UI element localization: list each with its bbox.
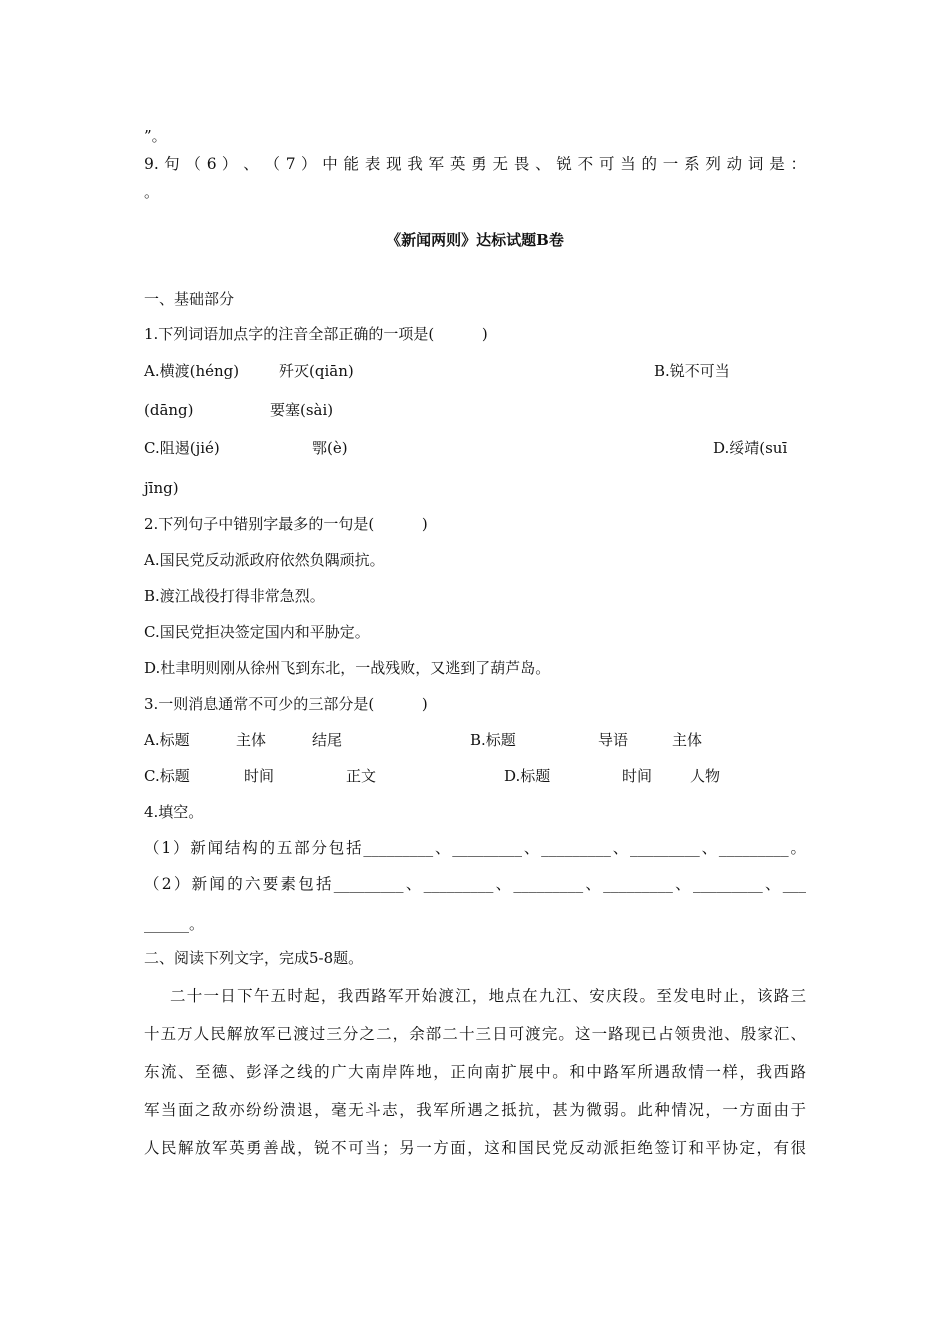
q1-option-d: D.绥靖(suī: [713, 439, 788, 457]
q1-option-c-word2: 鄂(è): [312, 439, 348, 457]
q1-option-b-pinyin: (dāng): [144, 401, 194, 419]
question-9-end: 。: [144, 183, 160, 201]
page-title: 《新闻两则》达标试题B卷: [386, 231, 564, 249]
q3-option-d-item3: 人物: [690, 767, 721, 785]
q3-option-c-item2: 时间: [244, 767, 275, 785]
q2-option-b: B.渡江战役打得非常急烈。: [144, 587, 325, 605]
q2-option-a: A.国民党反动派政府依然负隅顽抗。: [144, 551, 385, 569]
passage-line: 十五万人民解放军已渡过三分之二，余部二十三日可渡完。这一路现已占领贵池、殷家汇、: [144, 1025, 806, 1043]
question-9-text: 9. 句 （ 6 ） 、 （ 7 ） 中 能 表 现 我 军 英 勇 无 畏 、 锐 不 可 当 的 一 系 列 动 词 是 ：: [144, 155, 806, 173]
passage-line: 东流、至德、彭泽之线的广大南岸阵地，正向南扩展中。和中路军所遇敌情一样，我西路: [144, 1063, 806, 1081]
q3-option-b-item2: 导语: [598, 731, 629, 749]
q3-option-a-item3: 结尾: [312, 731, 343, 749]
quote-end: ”。: [144, 127, 167, 145]
q4-blank-line-3: ______。: [144, 915, 205, 933]
q1-option-c: C.阻遏(jié): [144, 439, 220, 457]
q1-option-a-word2: 歼灭(qiān): [279, 362, 354, 380]
q1-option-b-word2: 要塞(sài): [270, 401, 334, 419]
q3-option-a-label: A.标题: [144, 731, 190, 749]
passage-line: 二十一日下午五时起，我西路军开始渡江，地点在九江、安庆段。至发电时止，该路三: [170, 987, 806, 1005]
q1-option-b: B.锐不可当: [654, 362, 730, 380]
q3-option-d-label: D.标题: [504, 767, 551, 785]
q3-option-b-item3: 主体: [672, 731, 703, 749]
question-2-stem: 2.下列句子中错别字最多的一句是( ): [144, 515, 428, 533]
section-2-heading: 二、阅读下列文字，完成5-8题。: [144, 949, 364, 967]
q3-option-b-label: B.标题: [470, 731, 516, 749]
q4-blank-line-1: （1）新闻结构的五部分包括_________、_________、_________、_________、_________。: [144, 839, 806, 857]
q2-option-c: C.国民党拒决签定国内和平胁定。: [144, 623, 370, 641]
passage-line: 军当面之敌亦纷纷溃退，毫无斗志，我军所遇之抵抗，甚为微弱。此种情况，一方面由于: [144, 1101, 806, 1119]
question-1-stem: 1.下列词语加点字的注音全部正确的一项是( ): [144, 325, 488, 343]
question-4-stem: 4.填空。: [144, 803, 204, 821]
passage-line: 人民解放军英勇善战，锐不可当；另一方面，这和国民党反动派拒绝签订和平协定，有很: [144, 1139, 806, 1157]
q3-option-c-item3: 正文: [346, 767, 377, 785]
q1-option-a: A.横渡(héng): [144, 362, 240, 380]
q2-option-d: D.杜聿明则刚从徐州飞到东北，一战残败，又逃到了葫芦岛。: [144, 659, 551, 677]
q3-option-d-item2: 时间: [622, 767, 653, 785]
q3-option-a-item2: 主体: [236, 731, 267, 749]
section-1-heading: 一、基础部分: [144, 290, 235, 308]
q3-option-c-label: C.标题: [144, 767, 190, 785]
q1-option-d-pinyin: jīng): [144, 479, 179, 497]
question-3-stem: 3.一则消息通常不可少的三部分是( ): [144, 695, 428, 713]
q4-blank-line-2: （2）新闻的六要素包括_________、_________、_________、_________、_________、___: [144, 875, 806, 893]
